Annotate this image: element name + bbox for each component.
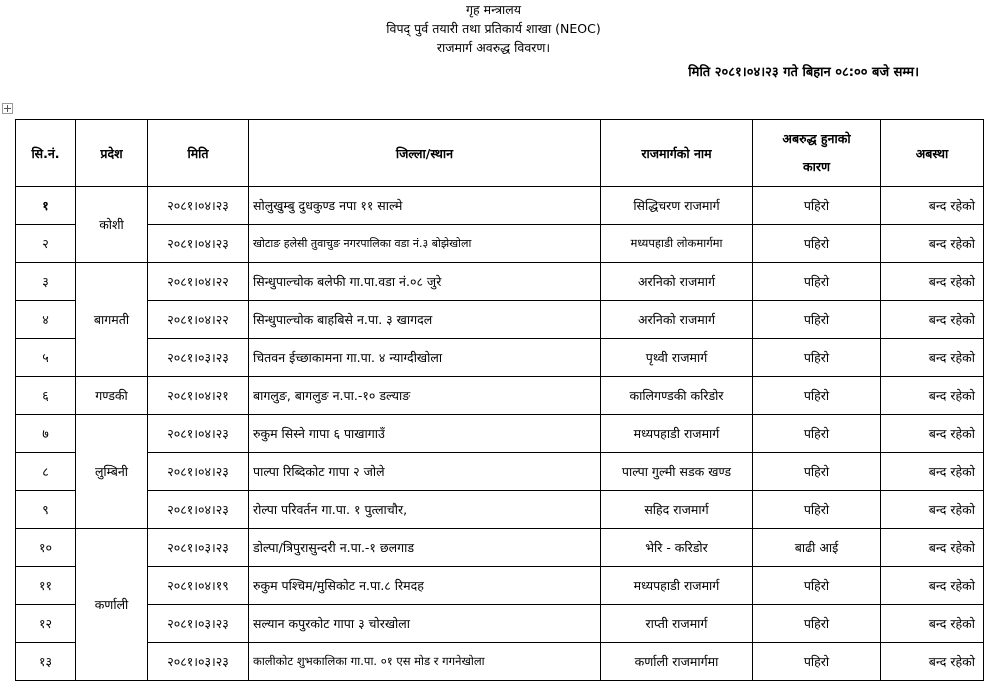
- cell-date: २०८१।०४।१९: [148, 567, 249, 605]
- cell-location: खोटाङ हलेसी तुवाचुङ नगरपालिका वडा नं.३ बोझेखोला: [249, 225, 601, 263]
- cell-location: कालीकोट शुभकालिका गा.पा. ०१ एस मोड र गगनेखोला: [249, 643, 601, 681]
- cell-status: बन्द रहेको: [881, 643, 984, 681]
- cell-location: सिन्धुपाल्चोक बलेफी गा.पा.वडा नं.०८ जुरे: [249, 263, 601, 301]
- cell-highway: सहिद राजमार्ग: [601, 491, 753, 529]
- cell-highway: मध्यपहाडी लोकमार्गमा: [601, 225, 753, 263]
- table-row: [16, 301, 984, 339]
- cell-sn: २: [16, 225, 76, 263]
- highway-blockage-table: [15, 119, 984, 681]
- cell-status: बन्द रहेको: [881, 529, 984, 567]
- table-row: [16, 643, 984, 681]
- cell-status: बन्द रहेको: [881, 491, 984, 529]
- col-header-status: अबस्था: [881, 120, 984, 187]
- cell-cause: पहिरो: [753, 339, 881, 377]
- cell-cause: पहिरो: [753, 415, 881, 453]
- col-header-cause: अबरुद्ध हुनाको कारण: [753, 120, 881, 187]
- cell-cause: पहिरो: [753, 187, 881, 225]
- col-header-highway: राजमार्गको नाम: [601, 120, 753, 187]
- cell-province: कर्णाली: [76, 529, 148, 681]
- cell-location: रुकुम सिस्ने गापा ६ पाखागाउँ: [249, 415, 601, 453]
- cell-province: गण्डकी: [76, 377, 148, 415]
- col-header-province: प्रदेश: [76, 120, 148, 187]
- ministry-title: गृह मन्त्रालय: [465, 2, 522, 17]
- table-row: [16, 529, 984, 567]
- cell-sn: १: [16, 187, 76, 225]
- cell-location: सिन्धुपाल्चोक बाहबिसे न.पा. ३ खागदल: [249, 301, 601, 339]
- cell-status: बन्द रहेको: [881, 415, 984, 453]
- cell-date: २०८१।०४।२३: [148, 225, 249, 263]
- table-move-handle-icon[interactable]: [2, 103, 13, 114]
- cell-cause: पहिरो: [753, 491, 881, 529]
- cell-cause: पहिरो: [753, 567, 881, 605]
- cell-highway: सिद्धिचरण राजमार्ग: [601, 187, 753, 225]
- cell-sn: १२: [16, 605, 76, 643]
- cell-highway: पाल्पा गुल्मी सडक खण्ड: [601, 453, 753, 491]
- cell-date: २०८१।०४।२१: [148, 377, 249, 415]
- cell-status: बन्द रहेको: [881, 225, 984, 263]
- cell-location: रोल्पा परिवर्तन गा.पा. १ पुत्लाचौर,: [249, 491, 601, 529]
- table-header-row: [16, 120, 984, 187]
- cell-province: कोशी: [76, 187, 148, 263]
- cell-cause: बाढी आई: [753, 529, 881, 567]
- cell-sn: ५: [16, 339, 76, 377]
- cell-location: चितवन ईच्छाकामना गा.पा. ४ न्याग्दीखोला: [249, 339, 601, 377]
- cell-date: २०८१।०४।२३: [148, 453, 249, 491]
- cell-status: बन्द रहेको: [881, 187, 984, 225]
- table-row: [16, 605, 984, 643]
- cell-status: बन्द रहेको: [881, 453, 984, 491]
- cell-cause: पहिरो: [753, 225, 881, 263]
- cell-status: बन्द रहेको: [881, 605, 984, 643]
- cell-sn: ४: [16, 301, 76, 339]
- table-row: [16, 263, 984, 301]
- cell-status: बन्द रहेको: [881, 567, 984, 605]
- col-header-location: जिल्ला/स्थान: [249, 120, 601, 187]
- cell-cause: पहिरो: [753, 605, 881, 643]
- table-row: [16, 491, 984, 529]
- branch-title: विपद् पुर्व तयारी तथा प्रतिकार्य शाखा (NEOC): [386, 21, 601, 36]
- cell-cause: पहिरो: [753, 643, 881, 681]
- cell-status: बन्द रहेको: [881, 339, 984, 377]
- cell-sn: ८: [16, 453, 76, 491]
- table-row: [16, 339, 984, 377]
- cell-status: बन्द रहेको: [881, 377, 984, 415]
- cell-location: बागलुङ, बागलुङ न.पा.-१० डल्याङ: [249, 377, 601, 415]
- cell-highway: अरनिको राजमार्ग: [601, 301, 753, 339]
- cell-cause: पहिरो: [753, 263, 881, 301]
- cell-location: पाल्पा रिब्दिकोट गापा २ जोले: [249, 453, 601, 491]
- cell-location: सोलुखुम्बु दुधकुण्ड नपा ११ साल्मे: [249, 187, 601, 225]
- cell-location: डोल्पा/त्रिपुरासुन्दरी न.पा.-१ छलगाड: [249, 529, 601, 567]
- cell-date: २०८१।०४।२२: [148, 263, 249, 301]
- cell-cause: पहिरो: [753, 453, 881, 491]
- cell-date: २०८१।०४।२३: [148, 187, 249, 225]
- cell-highway: अरनिको राजमार्ग: [601, 263, 753, 301]
- cell-date: २०८१।०३।२३: [148, 643, 249, 681]
- cell-date: २०८१।०४।२३: [148, 415, 249, 453]
- table-row: [16, 225, 984, 263]
- cell-date: २०८१।०३।२३: [148, 529, 249, 567]
- table-row: [16, 377, 984, 415]
- table-row: [16, 567, 984, 605]
- cell-location: सल्यान कपुरकोट गापा ३ चोरखोला: [249, 605, 601, 643]
- cell-cause: पहिरो: [753, 301, 881, 339]
- table-row: [16, 187, 984, 225]
- table-row: [16, 415, 984, 453]
- cell-date: २०८१।०४।२२: [148, 301, 249, 339]
- cell-province: लुम्बिनी: [76, 415, 148, 529]
- cell-date: २०८१।०३।२३: [148, 605, 249, 643]
- cell-status: बन्द रहेको: [881, 263, 984, 301]
- cell-sn: १३: [16, 643, 76, 681]
- cell-highway: राप्ती राजमार्ग: [601, 605, 753, 643]
- cell-date: २०८१।०४।२३: [148, 491, 249, 529]
- cell-cause: पहिरो: [753, 377, 881, 415]
- report-date: मिति २०८१।०४।२३ गते बिहान ०८:०० बजे सम्म।: [688, 65, 919, 80]
- cell-highway: भेरि - करिडोर: [601, 529, 753, 567]
- cell-sn: १०: [16, 529, 76, 567]
- cell-sn: ६: [16, 377, 76, 415]
- report-subject: राजमार्ग अवरुद्ध विवरण।: [436, 40, 551, 55]
- cell-highway: मध्यपहाडी राजमार्ग: [601, 567, 753, 605]
- cell-status: बन्द रहेको: [881, 301, 984, 339]
- cell-sn: ९: [16, 491, 76, 529]
- table-row: [16, 453, 984, 491]
- cell-sn: ७: [16, 415, 76, 453]
- col-header-sn: सि.नं.: [16, 120, 76, 187]
- cell-date: २०८१।०३।२३: [148, 339, 249, 377]
- cell-sn: ३: [16, 263, 76, 301]
- cell-highway: मध्यपहाडी राजमार्ग: [601, 415, 753, 453]
- cell-sn: ११: [16, 567, 76, 605]
- cell-highway: कालिगण्डकी करिडोर: [601, 377, 753, 415]
- cell-highway: पृथ्वी राजमार्ग: [601, 339, 753, 377]
- cell-province: बागमती: [76, 263, 148, 377]
- cell-highway: कर्णाली राजमार्गमा: [601, 643, 753, 681]
- cell-location: रुकुम पश्चिम/मुसिकोट न.पा.८ रिमदह: [249, 567, 601, 605]
- col-header-date: मिति: [148, 120, 249, 187]
